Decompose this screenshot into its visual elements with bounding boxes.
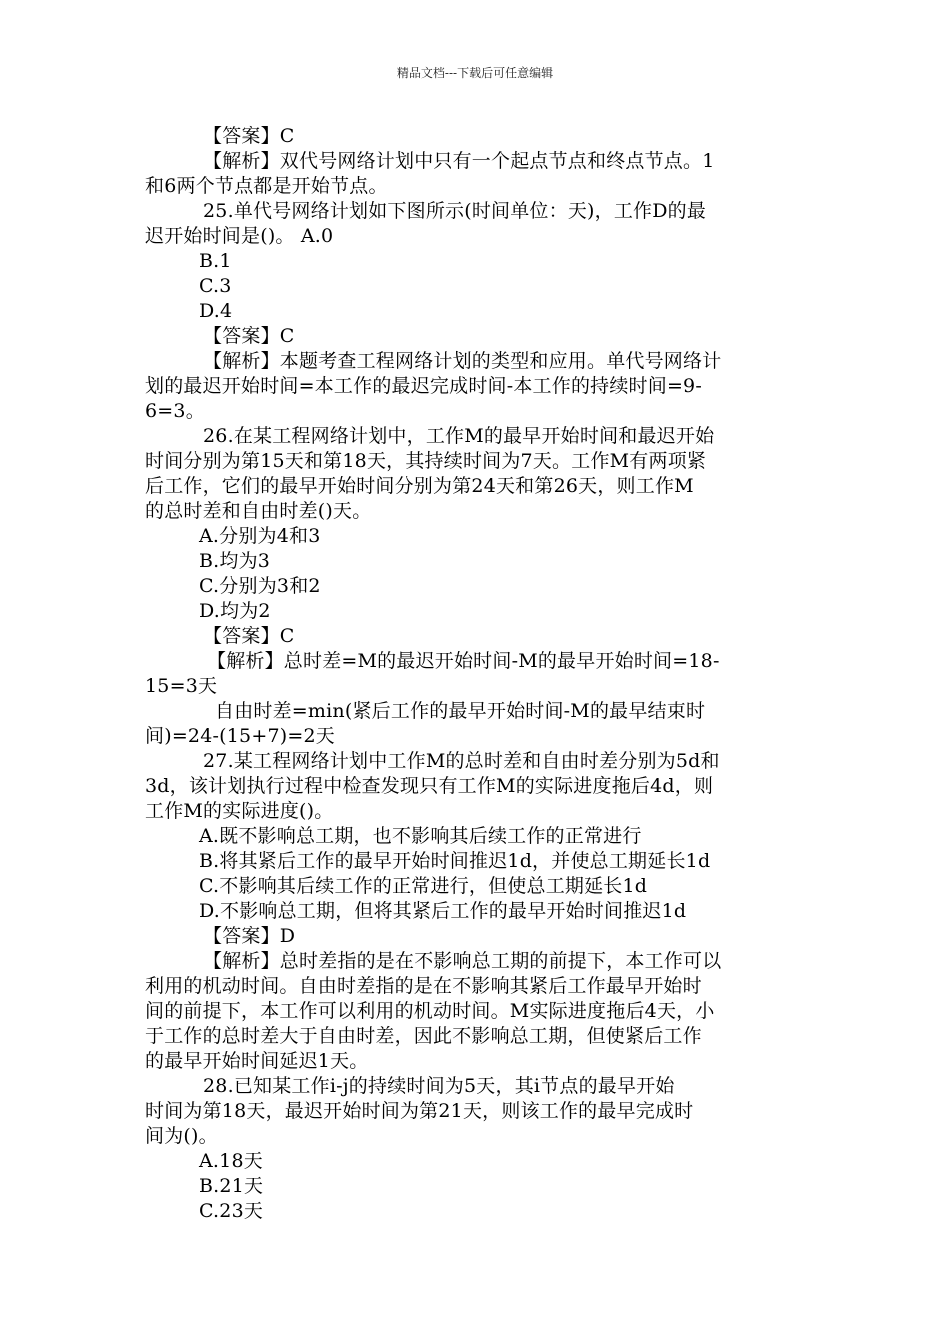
option-line: C.3: [199, 275, 232, 297]
option-line: C.不影响其后续工作的正常进行，但使总工期延长1d: [199, 875, 648, 897]
analysis-line: 【解析】双代号网络计划中只有一个起点节点和终点节点。1: [203, 150, 715, 172]
analysis-line: 15=3天: [145, 675, 218, 697]
analysis-line: 于工作的总时差大于自由时差，因此不影响总工期，但使紧后工作: [145, 1025, 702, 1047]
question-line: 25.单代号网络计划如下图所示(时间单位：天)，工作D的最: [203, 200, 707, 222]
analysis-line: 【解析】总时差指的是在不影响总工期的前提下，本工作可以: [203, 950, 722, 972]
option-line: D.4: [199, 300, 233, 322]
option-line: A.既不影响总工期，也不影响其后续工作的正常进行: [199, 825, 642, 847]
question-line: 26.在某工程网络计划中，工作M的最早开始时间和最迟开始: [203, 425, 715, 447]
page-header: 精品文档---下载后可任意编辑: [396, 66, 554, 80]
question-line: 时间分别为第15天和第18天，其持续时间为7天。工作M有两项紧: [145, 450, 707, 472]
analysis-line: 【解析】本题考查工程网络计划的类型和应用。单代号网络计: [203, 350, 722, 372]
option-line: C.分别为3和2: [199, 575, 321, 597]
answer-line: 【答案】D: [203, 925, 296, 947]
option-line: A.分别为4和3: [199, 525, 321, 547]
question-line: 工作M的实际进度()。: [145, 800, 334, 822]
option-line: B.1: [199, 250, 232, 272]
option-line: A.18天: [199, 1150, 263, 1172]
question-line: 后工作，它们的最早开始时间分别为第24天和第26天，则工作M: [145, 475, 694, 497]
option-line: D.不影响总工期，但将其紧后工作的最早开始时间推迟1d: [199, 900, 687, 922]
analysis-line: 自由时差=min(紧后工作的最早开始时间-M的最早结束时: [215, 700, 706, 722]
analysis-line: 【解析】总时差=M的最迟开始时间-M的最早开始时间=18-: [207, 650, 720, 672]
answer-line: 【答案】C: [203, 625, 295, 647]
question-line: 28.已知某工作i-j的持续时间为5天，其i节点的最早开始: [203, 1075, 675, 1097]
question-line: 时间为第18天，最迟开始时间为第21天，则该工作的最早完成时: [145, 1100, 694, 1122]
option-line: B.将其紧后工作的最早开始时间推迟1d，并使总工期延长1d: [199, 850, 711, 872]
question-line: 间为()。: [145, 1125, 218, 1147]
analysis-line: 利用的机动时间。自由时差指的是在不影响其紧后工作最早开始时: [145, 975, 702, 997]
answer-line: 【答案】C: [203, 125, 295, 147]
analysis-line: 划的最迟开始时间=本工作的最迟完成时间-本工作的持续时间=9-: [145, 375, 702, 397]
question-line: 的总时差和自由时差()天。: [145, 500, 372, 522]
analysis-line: 间)=24-(15+7)=2天: [145, 725, 335, 747]
option-line: B.均为3: [199, 550, 271, 572]
analysis-line: 间的前提下，本工作可以利用的机动时间。M实际进度拖后4天，小: [145, 1000, 715, 1022]
option-line: B.21天: [199, 1175, 264, 1197]
analysis-line: 的最早开始时间延迟1天。: [145, 1050, 369, 1072]
option-line: D.均为2: [199, 600, 271, 622]
question-line: 迟开始时间是()。 A.0: [145, 225, 334, 247]
question-line: 3d，该计划执行过程中检查发现只有工作M的实际进度拖后4d，则: [145, 775, 714, 797]
question-line: 27.某工程网络计划中工作M的总时差和自由时差分别为5d和: [203, 750, 720, 772]
analysis-line: 和6两个节点都是开始节点。: [145, 175, 388, 197]
analysis-line: 6=3。: [145, 400, 205, 422]
answer-line: 【答案】C: [203, 325, 295, 347]
option-line: C.23天: [199, 1200, 264, 1222]
